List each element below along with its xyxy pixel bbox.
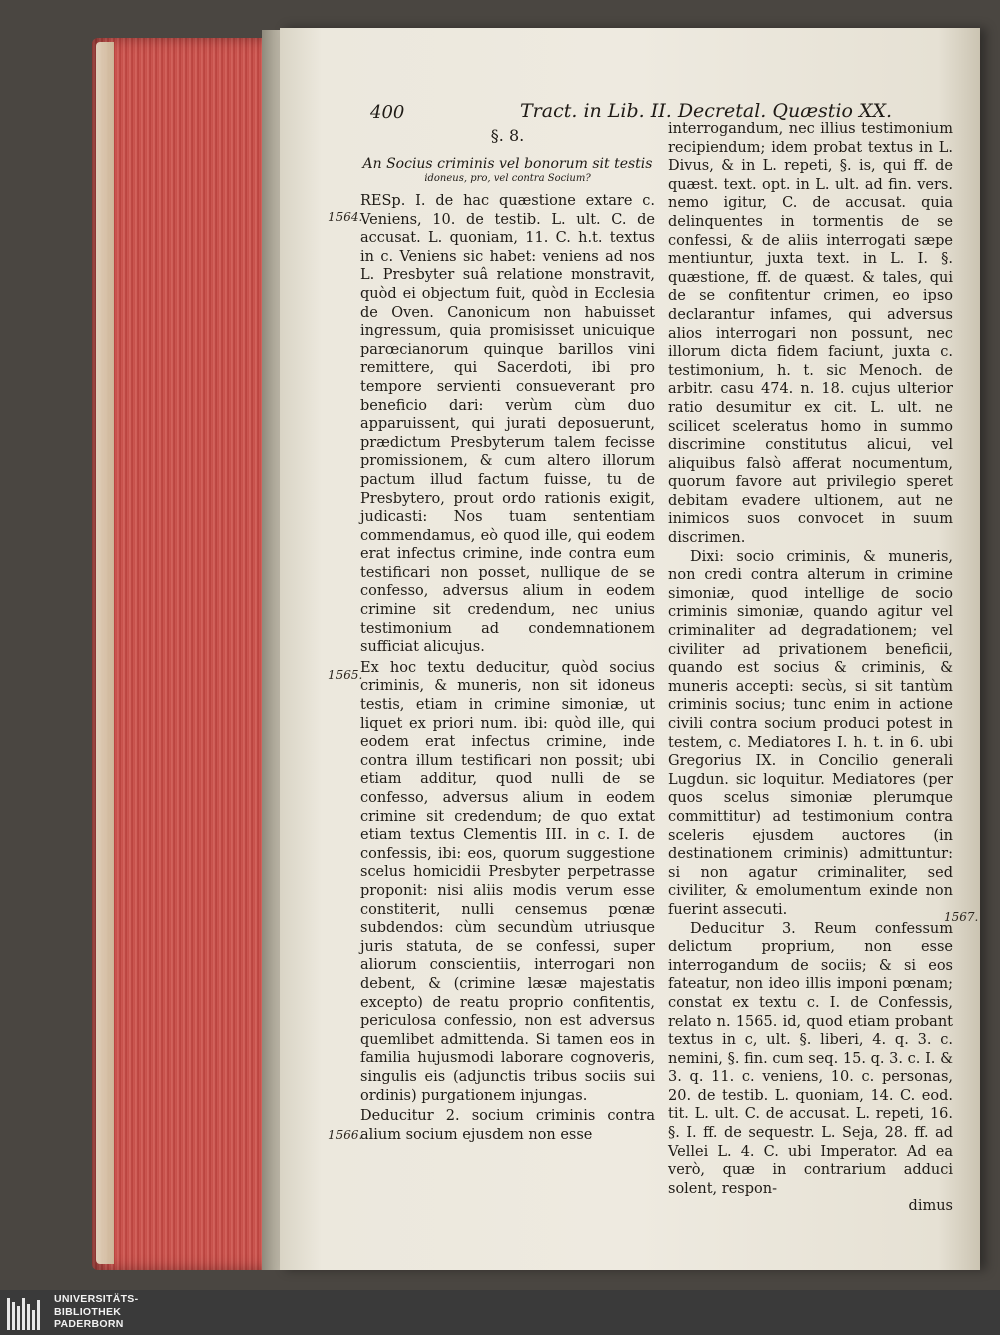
- paragraph-continuation: interrogandum, nec illius testimonium recipiendum; idem probat textus in L. Divus, & in L. repeti, §. is, qui ff. de quæst. text. opt. in L. ult. ad fin. vers. nemo igitur, C. de accusat. quia delinquentes in tormentis de se confessi, & de aliis interrogati sæpe mentiuntur, juxta text. in L. I. §. quæstione, ff. de quæst. & tales, qui de se confitentur crimen, eo ipso declarantur infames, qui adversus alios interrogari non possunt, nec illorum dicta fidem faciunt, juxta c. testimonium, h. t. sic Menoch. de arbitr. casu 474. n. 18. cujus ulterior ratio desumitur ex cit. L. ult. ne scilicet sceleratus homo in summo discrimine constitutus alicui, vel aliquibus falsò afferat nocumentum, quorum favore aut privilegio speret debitam evadere ultionem, aut ne inimicos suos convocet in suum discrimen.: [668, 121, 953, 547]
- left-column: [360, 126, 655, 1144]
- logo-line-3: PADERBORN: [54, 1318, 124, 1330]
- right-column: [668, 120, 953, 1214]
- logo-line-1: UNIVERSITÄTS-: [54, 1293, 139, 1305]
- catchword: dimus: [908, 1198, 953, 1215]
- question-title: An Socius criminis vel bonorum sit testis: [362, 156, 653, 172]
- margin-number-1567: 1567.: [944, 910, 979, 924]
- book-cover-edge: [96, 42, 114, 1264]
- question-subtitle: idoneus, pro, vel contra Socium?: [424, 173, 591, 184]
- library-logo-text: [54, 1293, 138, 1331]
- logo-line-2: BIBLIOTHEK: [54, 1305, 122, 1318]
- running-head: Tract. in Lib. II. Decretal. Quæstio XX.: [520, 100, 893, 122]
- paragraph-1566: Deducitur 2. socium criminis contra alium socium ejusdem non esse: [360, 1108, 655, 1143]
- paragraph-1565: Ex hoc textu deducitur, quòd socius criminis, & muneris, non sit idoneus testis, etiam in crimine simoniæ, ut liquet ex priori num. ibi: quòd ille, qui eodem erat infectus crimine, inde contra illum testificari non possit; ubi etiam additur, quod nulli de se confesso, adversus alium in eodem crimine sit credendum; de quo extat etiam textus Clementis III. in c. I. de confessis, ibi: eos, quorum suggestione scelus homicidii Presbyter perpetrasse proponit: nisi aliis modis verum esse constiterit, nulli censemus pœnæ subdendos: cùm secundùm utriusque juris statuta, de se confessi, super aliorum conscientiis, interrogari non debent, & (crimine læsæ majestatis excepto) de reatu proprio confitentis, periculosa confessio, non est adversus quemlibet admittenda. Si tamen eos in familia hujusmodi laborare cognoveris, singulis eis (adjunctis tribus sociis sui ordinis) purgationem injungas.: [360, 659, 655, 1104]
- paragraph-dixi: Dixi: socio criminis, & muneris, non credi contra alterum in crimine simoniæ, quod intellige de socio criminis simoniæ, quando agitur vel criminaliter ad degradationem; vel civiliter ad privationem beneficii, quando est socius & criminis, & muneris accepti: secùs, si sit tantùm criminis socius; tunc enim in actione civili contra socium produci potest in testem, c. Mediatores I. h. t. in 6. ubi Gregorius IX. in Concilio generali Lugdun. sic loquitur. Mediatores (per quos scelus simoniæ plerumque committitur) ad testimonium contra sceleris ejusdem auctores (in destinationem criminis) admittuntur: si non agatur criminaliter, sed civiliter, & emolumentum exinde non fuerint assecuti.: [668, 548, 953, 918]
- library-logo-icon: [6, 1296, 46, 1332]
- margin-number-1564: 1564.: [328, 210, 363, 224]
- footer-bar: [0, 1290, 1000, 1335]
- paragraph-1567: Deducitur 3. Reum confessum delictum proprium, non esse interrogandum de sociis; & si eos fateatur, non ideo illis imponi pœnam; constat ex textu c. I. de Confessis, relato n. 1565. id, quod etiam probant textus in c, ult. §. liberi, 4. q. 3. c. nemini, §. fin. cum seq. 15. q. 3. c. I. & 3. q. 11. c. veniens, 10. c. personas, 20. de testib. L. quoniam, 14. C. eod. tit. L. ult. C. de accusat. L. repeti, 16. §. I. ff. de sequestr. L. Seja, 28. ff. ad Vellei L. 4. C. ubi Imperator. Ad ea verò, quæ in contrarium adduci solent, respon-: [668, 920, 953, 1197]
- margin-number-1565: 1565.: [328, 668, 363, 682]
- margin-number-1566: 1566.: [328, 1128, 363, 1142]
- paragraph-1564: RESp. I. de hac quæstione extare c. Veniens, 10. de testib. L. ult. C. de accusat. L. quoniam, 11. C. h.t. textus in c. Veniens sic habet: veniens ad nos L. Presbyter suâ relatione monstravit, quòd ei objectum fuit, quòd in Ecclesia de Oven. Canonicum non habuisset ingressum, quia promisisset unicuique parœcianorum quinque barillos vini remittere, qui Sacerdoti, ibi pro tempore servienti consueverant pro beneficio dari: verùm cùm duo apparuissent, qui jurati deposuerunt, prædictum Presbyterum talem fecisse promissionem, & cum altero illorum pactum illud factum fuisse, tu de Presbytero, prout ordo rationis exigit, judicasti: Nos tuam sententiam commendamus, eò quod ille, qui eodem erat infectus crimine, inde contra eum testificari non posset, nullique de se confesso, adversus alium in eodem crimine sit credendum, nec unius testimonium ad condemnationem sufficiat alicujus.: [360, 193, 655, 656]
- section-heading: §. 8.: [490, 126, 525, 145]
- page-number: 400: [370, 102, 405, 123]
- book-page-edges: [92, 38, 282, 1270]
